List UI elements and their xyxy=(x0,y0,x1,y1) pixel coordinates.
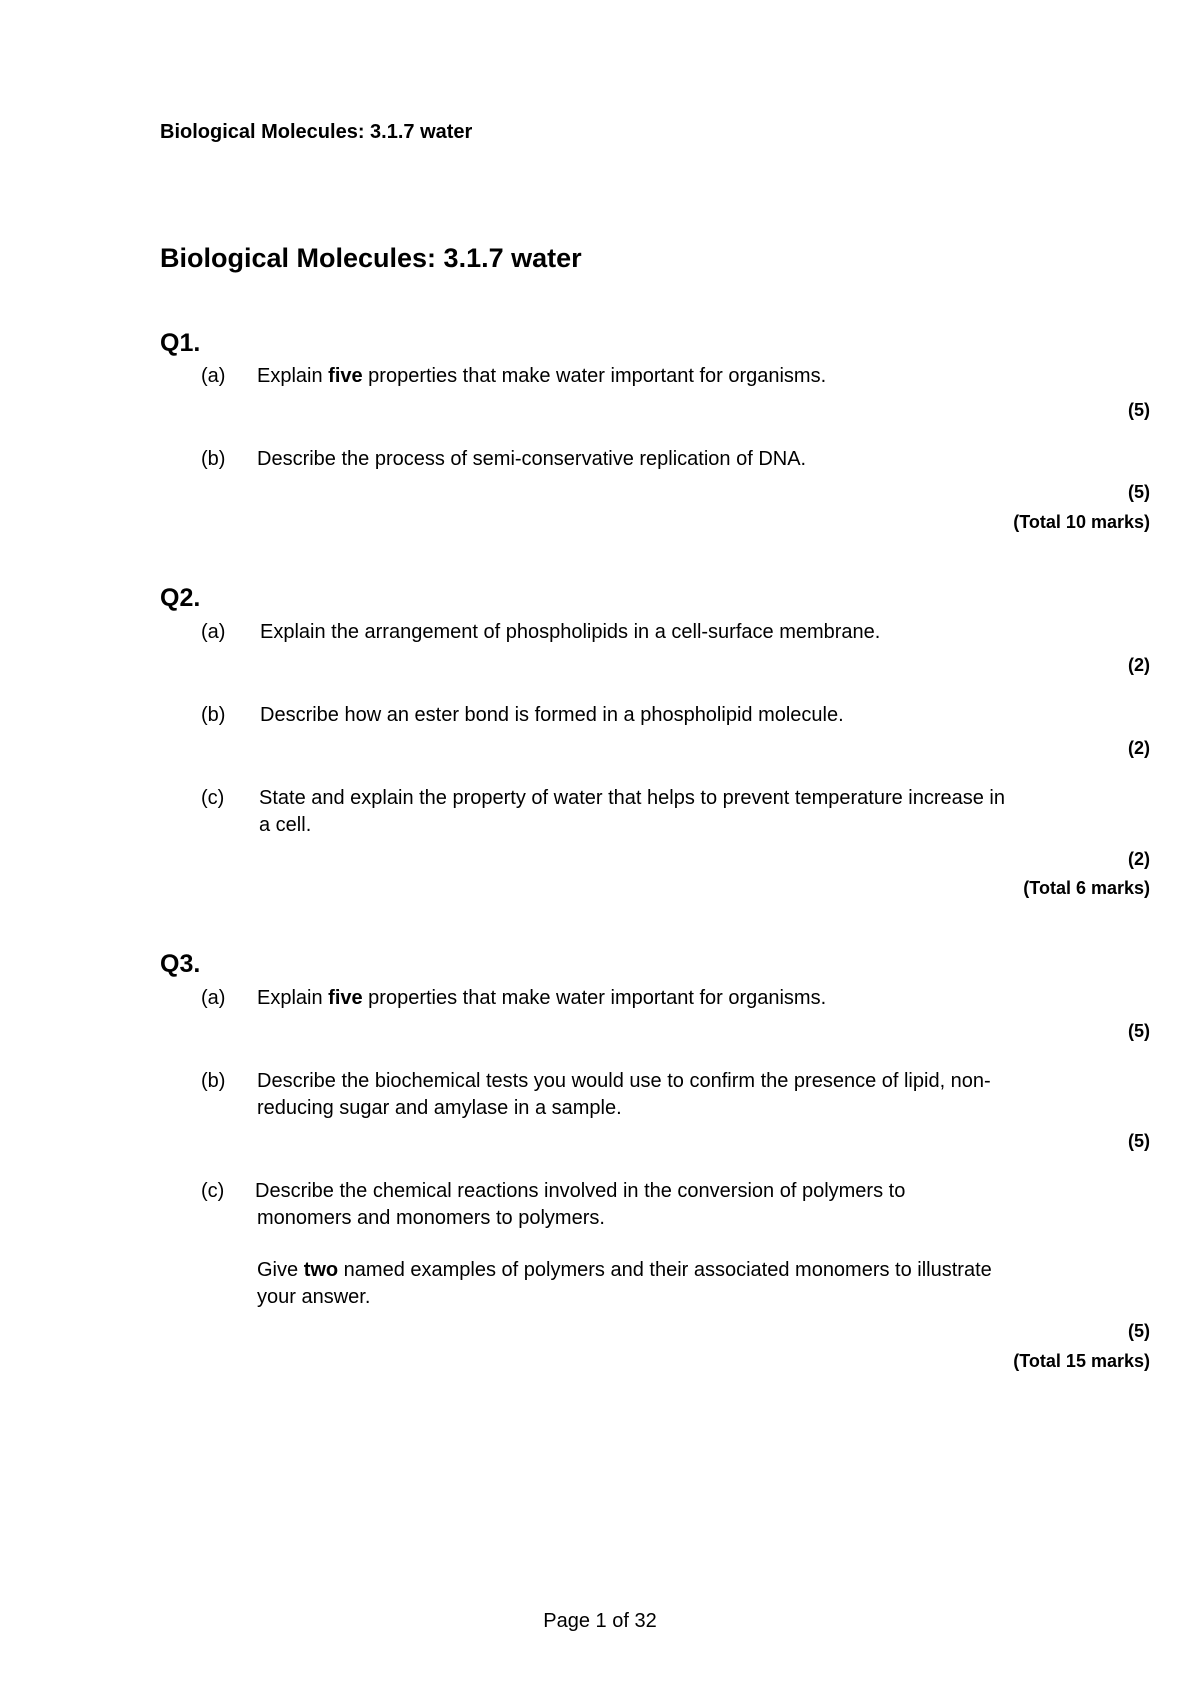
q1-total-marks: (Total 10 marks) xyxy=(1013,512,1150,532)
q2-part-a-label: (a) xyxy=(201,621,226,643)
q2-part-b-marks: (2) xyxy=(1128,738,1150,758)
q3-part-b-text-line2: reducing sugar and amylase in a sample. xyxy=(257,1097,622,1119)
question-2-heading: Q2. xyxy=(160,584,201,612)
document-title: Biological Molecules: 3.1.7 water xyxy=(160,243,582,273)
q1-part-a-marks: (5) xyxy=(1128,400,1150,420)
q3-part-c-text-line1: Describe the chemical reactions involved in the conversion of polymers to xyxy=(255,1180,906,1202)
q3-part-c-label: (c) xyxy=(201,1180,225,1202)
question-3-heading: Q3. xyxy=(160,950,201,978)
question-1-heading: Q1. xyxy=(160,329,201,357)
q3-part-c-text-line2: monomers and monomers to polymers. xyxy=(257,1207,605,1229)
q3-part-a-marks: (5) xyxy=(1128,1021,1150,1041)
q1-part-b-label: (b) xyxy=(201,448,226,470)
q2-total-marks: (Total 6 marks) xyxy=(1023,878,1150,898)
page-number-footer: Page 1 of 32 xyxy=(543,1610,657,1632)
q2-part-c-label: (c) xyxy=(201,787,225,809)
q2-part-c-text-line1: State and explain the property of water that helps to prevent temperature increase in xyxy=(259,787,1005,809)
q2-part-c-marks: (2) xyxy=(1128,849,1150,869)
q1-part-b-text: Describe the process of semi-conservative replication of DNA. xyxy=(257,448,807,470)
q1-part-a-label: (a) xyxy=(201,365,226,387)
q3-part-c-marks: (5) xyxy=(1128,1321,1150,1341)
q3-total-marks: (Total 15 marks) xyxy=(1013,1351,1150,1371)
q2-part-b-label: (b) xyxy=(201,704,226,726)
q3-part-b-text-line1: Describe the biochemical tests you would use to confirm the presence of lipid, non- xyxy=(257,1070,991,1092)
q2-part-a-text: Explain the arrangement of phospholipids in a cell-surface membrane. xyxy=(260,621,881,643)
q3-part-c-text-line3: Give two named examples of polymers and their associated monomers to illustrate xyxy=(257,1259,992,1281)
q3-part-c-text-line4: your answer. xyxy=(257,1286,371,1308)
q1-part-a-text: Explain five properties that make water important for organisms. xyxy=(257,365,827,387)
q2-part-b-text: Describe how an ester bond is formed in a phospholipid molecule. xyxy=(260,704,844,726)
q3-part-a-text: Explain five properties that make water important for organisms. xyxy=(257,987,827,1009)
q2-part-a-marks: (2) xyxy=(1128,655,1150,675)
q3-part-b-label: (b) xyxy=(201,1070,226,1092)
running-header: Biological Molecules: 3.1.7 water xyxy=(160,121,473,143)
q3-part-a-label: (a) xyxy=(201,987,226,1009)
q1-part-b-marks: (5) xyxy=(1128,482,1150,502)
q2-part-c-text-line2: a cell. xyxy=(259,814,312,836)
q3-part-b-marks: (5) xyxy=(1128,1131,1150,1151)
